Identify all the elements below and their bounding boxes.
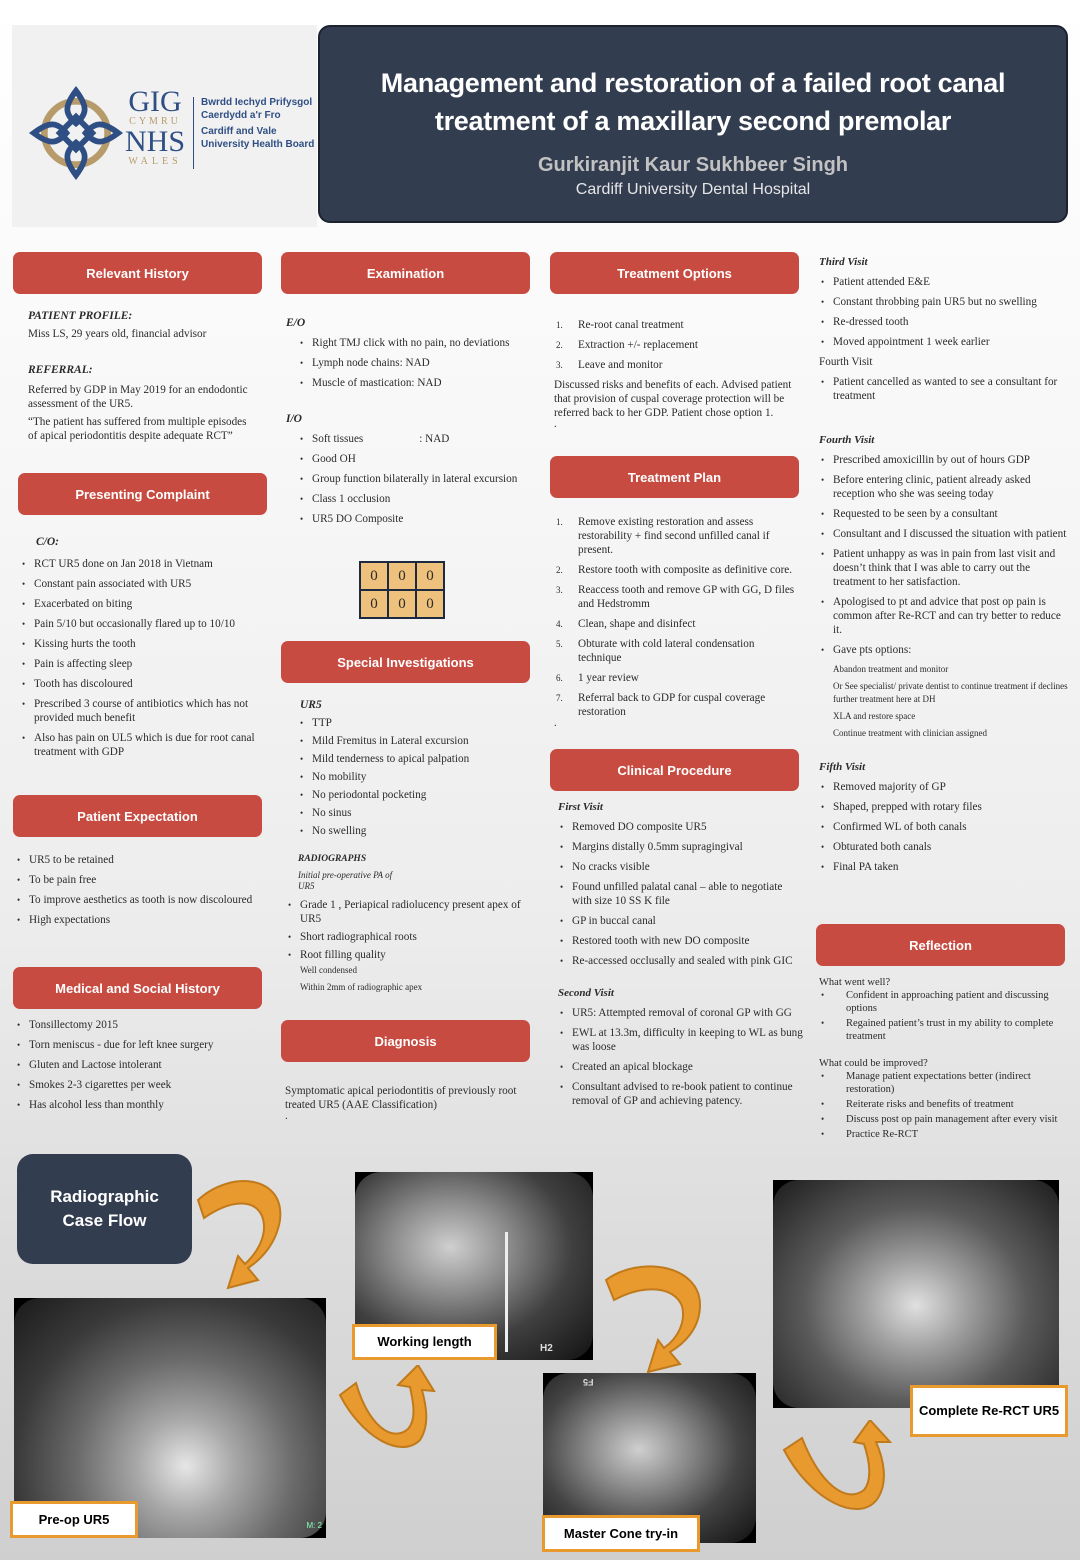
list-item: 2. Restore tooth with composite as definitive core. [554, 563, 799, 577]
list-item: • Root filling quality [286, 948, 536, 962]
list-item: • Re-dressed tooth [819, 315, 1069, 329]
institution: Cardiff University Dental Hospital [575, 181, 811, 198]
presenting-complaint-content [20, 535, 260, 765]
diagnosis-text: Symptomatic apical periodontitis of previously root treated UR5 (AAE Classification) [285, 1085, 517, 1111]
list-item: 6. 1 year review [554, 671, 799, 685]
flow-arrow-icon [780, 1420, 900, 1530]
list-item: • To be pain free [15, 873, 260, 887]
list-item: • Tonsillectomy 2015 [15, 1018, 265, 1032]
logo-nhs: NHS [124, 125, 185, 158]
list-item: • Shaped, prepped with rotary files [819, 800, 1069, 814]
visits-content [819, 255, 1069, 880]
list-item: • GP in buccal canal [558, 914, 803, 928]
xray-overlay-text: H2 [540, 1343, 553, 1354]
logo-english-1: Cardiff and Vale [201, 126, 277, 137]
reflection-content [819, 976, 1069, 1143]
tooth-chart-cell: 0 [389, 591, 415, 617]
list-item: • Lymph node chains: NAD [298, 356, 531, 370]
tooth-chart-cell: 0 [361, 591, 387, 617]
root-filling-note: Well condensed [300, 965, 358, 975]
flow-arrow-icon [600, 1250, 715, 1380]
list-item: • Moved appointment 1 week earlier [819, 335, 1069, 349]
patient-expectation-content [15, 853, 260, 933]
referral-text: Referred by GDP in May 2019 for an endodontic assessment of the UR5. [28, 384, 248, 410]
caption-preop: Pre-op UR5 [10, 1501, 138, 1538]
list-item: • No sinus [298, 806, 536, 820]
medical-social-content [15, 1018, 265, 1118]
list-item: • Group function bilaterally in lateral excursion [298, 472, 531, 486]
list-item: 7. Referral back to GDP for cuspal coverage restoration [554, 691, 799, 719]
section-header-treatment-plan: Treatment Plan [550, 456, 799, 498]
patient-profile: Miss LS, 29 years old, financial advisor [28, 328, 207, 340]
list-item: • Constant throbbing pain UR5 but no swelling [819, 295, 1069, 309]
list-item: • EWL at 13.3m, difficulty in keeping to WL as bung was loose [558, 1026, 803, 1054]
section-header-medical-social-history: Medical and Social History [13, 967, 262, 1009]
list-item: • UR5 to be retained [15, 853, 260, 867]
list-item: • Gave pts options: [819, 643, 1069, 657]
section-header-clinical-procedure: Clinical Procedure [550, 749, 799, 791]
list-item: • No cracks visible [558, 860, 803, 874]
list-item: • Consultant advised to re-book patient to continue removal of GP and achieving patency. [558, 1080, 803, 1108]
list-item: • Kissing hurts the tooth [20, 637, 260, 651]
list-item: • Requested to be seen by a consultant [819, 507, 1069, 521]
list-item: • Gluten and Lactose intolerant [15, 1058, 265, 1072]
caption-working-length: Working length [352, 1324, 497, 1360]
list-item: • No swelling [298, 824, 536, 838]
logo-divider [193, 97, 194, 169]
list-item: • Practice Re-RCT [819, 1128, 1069, 1141]
list-item: 3. Leave and monitor [554, 358, 799, 372]
treatment-options-text: Discussed risks and benefits of each. Advised patient that provision of cuspal coverage protection will be referred back to her GDP. Patient chose option 1. [554, 379, 792, 419]
list-item: • Short radiographical roots [286, 930, 536, 944]
list-item: • Torn meniscus - due for left knee surgery [15, 1038, 265, 1052]
case-flow-title-text: Radiographic Case Flow [50, 1187, 159, 1230]
list-item: • Pain 5/10 but occasionally flared up to 10/10 [20, 617, 260, 631]
list-item: • Prescribed 3 course of antibiotics which has not provided much benefit [20, 697, 260, 725]
examination-content [286, 316, 531, 532]
relevant-history-content [28, 309, 258, 449]
referral-quote: “The patient has suffered from multiple episodes of apical periodontitis despite adequate RCT” [28, 416, 247, 442]
caption-master-cone: Master Cone try-in [542, 1515, 700, 1552]
list-item: 3. Reaccess tooth and remove GP with GG, D files and Hedstromm [554, 583, 799, 611]
section-header-presenting-complaint: Presenting Complaint [18, 473, 267, 515]
referral-label: REFERRAL: [28, 364, 93, 376]
list-item: • Removed majority of GP [819, 780, 1069, 794]
option-item: XLA and restore space [833, 711, 916, 721]
list-item: • Before entering clinic, patient already asked reception who she was seeing today [819, 473, 1069, 501]
list-item: • Also has pain on UL5 which is due for root canal treatment with GDP [20, 731, 260, 759]
list-item: • Discuss post op pain management after every visit [819, 1113, 1069, 1126]
went-well-label: What went well? [819, 977, 891, 988]
list-item: • Constant pain associated with UR5 [20, 577, 260, 591]
list-item: • Restored tooth with new DO composite [558, 934, 803, 948]
logo-welsh-1: Bwrdd Iechyd Prifysgol [201, 97, 313, 108]
list-item: • Muscle of mastication: NAD [298, 376, 531, 390]
list-item: 1. Re-root canal treatment [554, 318, 799, 332]
title-banner [318, 25, 1068, 223]
fifth-visit-label: Fifth Visit [819, 761, 866, 773]
fourth-visit-label: Fourth Visit [819, 434, 875, 446]
third-visit-label: Third Visit [819, 256, 868, 268]
section-header-special-investigations: Special Investigations [281, 641, 530, 683]
logo-gig: GIG [128, 85, 182, 118]
list-item: • Margins distally 0.5mm supragingival [558, 840, 803, 854]
section-header-relevant-history: Relevant History [13, 252, 262, 294]
diagnosis-trailing: . [285, 1110, 288, 1122]
xray-overlay-text: F5 [583, 1377, 594, 1387]
logo-english-2: University Health Board [201, 138, 315, 150]
list-item: 5. Obturate with cold lateral condensation technique [554, 637, 799, 665]
list-item: • RCT UR5 done on Jan 2018 in Vietnam [20, 557, 260, 571]
list-item: • Has alcohol less than monthly [15, 1098, 265, 1112]
caption-complete: Complete Re-RCT UR5 [910, 1385, 1068, 1437]
nhs-logo [12, 25, 317, 227]
xray-overlay-text: M: 2 [306, 1521, 322, 1530]
list-item: • Removed DO composite UR5 [558, 820, 803, 834]
root-filling-note: Within 2mm of radiographic apex [300, 982, 423, 992]
poster-title: Management and restoration of a failed root canal treatment of a maxillary second premolar [380, 68, 1006, 136]
list-item: • Exacerbated on biting [20, 597, 260, 611]
list-item: • Class 1 occlusion [298, 492, 531, 506]
list-item: • Manage patient expectations better (indirect restoration) [819, 1070, 1069, 1096]
option-item: Or See specialist/ private dentist to continue treatment if declines further treatment here at DH [833, 681, 1068, 704]
section-header-patient-expectation: Patient Expectation [13, 795, 262, 837]
radiographs-label: RADIOGRAPHS [298, 854, 367, 864]
list-item: • Confident in approaching patient and discussing options [819, 989, 1069, 1015]
section-header-diagnosis: Diagnosis [281, 1020, 530, 1062]
special-investigations-content [286, 698, 536, 998]
co-label: C/O: [36, 536, 59, 548]
list-item: • Confirmed WL of both canals [819, 820, 1069, 834]
logo-welsh-2: Caerdydd a'r Fro [201, 109, 281, 121]
logo-wales: WALES [128, 156, 182, 167]
list-item: • No periodontal pocketing [298, 788, 536, 802]
list-item: • Apologised to pt and advice that post op pain is common after Re-RCT and can try better to reduce it. [819, 595, 1069, 637]
ur5-label: UR5 [300, 699, 322, 711]
complaint-list [20, 557, 260, 759]
list-item: • Created an apical blockage [558, 1060, 803, 1074]
case-flow-title [17, 1154, 192, 1264]
list-item: • UR5 DO Composite [298, 512, 531, 526]
list-item: 1. Remove existing restoration and assess restorability + find second unfilled canal if present. [554, 515, 799, 557]
list-item: • Regained patient’s trust in my ability to complete treatment [819, 1017, 1069, 1043]
list-item: • Obturated both canals [819, 840, 1069, 854]
list-item: • Pain is affecting sleep [20, 657, 260, 671]
tooth-chart [359, 561, 445, 619]
flow-arrow-icon [330, 1365, 440, 1470]
tooth-chart-cell: 0 [389, 563, 415, 589]
patient-profile-label: PATIENT PROFILE: [28, 310, 133, 322]
clinical-procedure-content [558, 800, 803, 1114]
list-item: • Consultant and I discussed the situation with patient [819, 527, 1069, 541]
list-item: • Good OH [298, 452, 531, 466]
first-visit-label: First Visit [558, 801, 603, 813]
list-item: 2. Extraction +/- replacement [554, 338, 799, 352]
list-item: • Re-accessed occlusally and sealed with pink GIC [558, 954, 803, 968]
radiographs-sub: Initial pre-operative PA of UR5 [298, 870, 393, 891]
list-item: • Patient attended E&E [819, 275, 1069, 289]
list-item: • No mobility [298, 770, 536, 784]
list-item: • Soft tissues : NAD [298, 432, 531, 446]
section-header-examination: Examination [281, 252, 530, 294]
tooth-chart-cell: 0 [417, 591, 443, 617]
improve-label: What could be improved? [819, 1058, 928, 1069]
list-item: • Tooth has discoloured [20, 677, 260, 691]
option-item: Continue treatment with clinician assigned [833, 728, 987, 738]
flow-arrow-icon [190, 1160, 300, 1295]
option-item: Abandon treatment and monitor [833, 664, 949, 674]
fourth-visit-a-label: Fourth Visit [819, 356, 873, 368]
list-item: • Grade 1 , Periapical radiolucency present apex of UR5 [286, 898, 536, 926]
treatment-options-content [554, 318, 799, 428]
io-label: I/O [286, 413, 302, 425]
logo-cymru: CYMRU [129, 116, 181, 127]
tooth-chart-cell: 0 [361, 563, 387, 589]
eo-label: E/O [286, 317, 306, 329]
section-header-treatment-options: Treatment Options [550, 252, 799, 294]
xray-complete [773, 1180, 1059, 1408]
list-item: • Right TMJ click with no pain, no deviations [298, 336, 531, 350]
diagnosis-content [285, 1084, 530, 1120]
list-item: • Patient cancelled as wanted to see a consultant for treatment [819, 375, 1069, 403]
list-item: • To improve aesthetics as tooth is now discoloured [15, 893, 260, 907]
list-item: • High expectations [15, 913, 260, 927]
list-item: 4. Clean, shape and disinfect [554, 617, 799, 631]
treatment-plan-trailing: . [554, 717, 557, 729]
list-item: • Smokes 2-3 cigarettes per week [15, 1078, 265, 1092]
second-visit-label: Second Visit [558, 987, 614, 999]
list-item: • Final PA taken [819, 860, 1069, 874]
celtic-knot-icon [28, 85, 124, 181]
list-item: • Reiterate risks and benefits of treatment [819, 1098, 1069, 1111]
treatment-plan-content [554, 515, 799, 727]
list-item: • Patient unhappy as was in pain from last visit and doesn’t think that I was able to carry out the treatment to her satisfaction. [819, 547, 1069, 589]
list-item: • TTP [298, 716, 536, 730]
list-item: • Mild Fremitus in Lateral excursion [298, 734, 536, 748]
author-name: Gurkiranjit Kaur Sukhbeer Singh [537, 154, 849, 176]
list-item: • Prescribed amoxicillin by out of hours GDP [819, 453, 1069, 467]
section-header-reflection: Reflection [816, 924, 1065, 966]
tooth-chart-cell: 0 [417, 563, 443, 589]
file-instrument [505, 1232, 508, 1352]
list-item: • UR5: Attempted removal of coronal GP with GG [558, 1006, 803, 1020]
list-item: • Found unfilled palatal canal – able to negotiate with size 10 SS K file [558, 880, 803, 908]
treatment-options-trailing: . [554, 418, 557, 430]
list-item: • Mild tenderness to apical palpation [298, 752, 536, 766]
